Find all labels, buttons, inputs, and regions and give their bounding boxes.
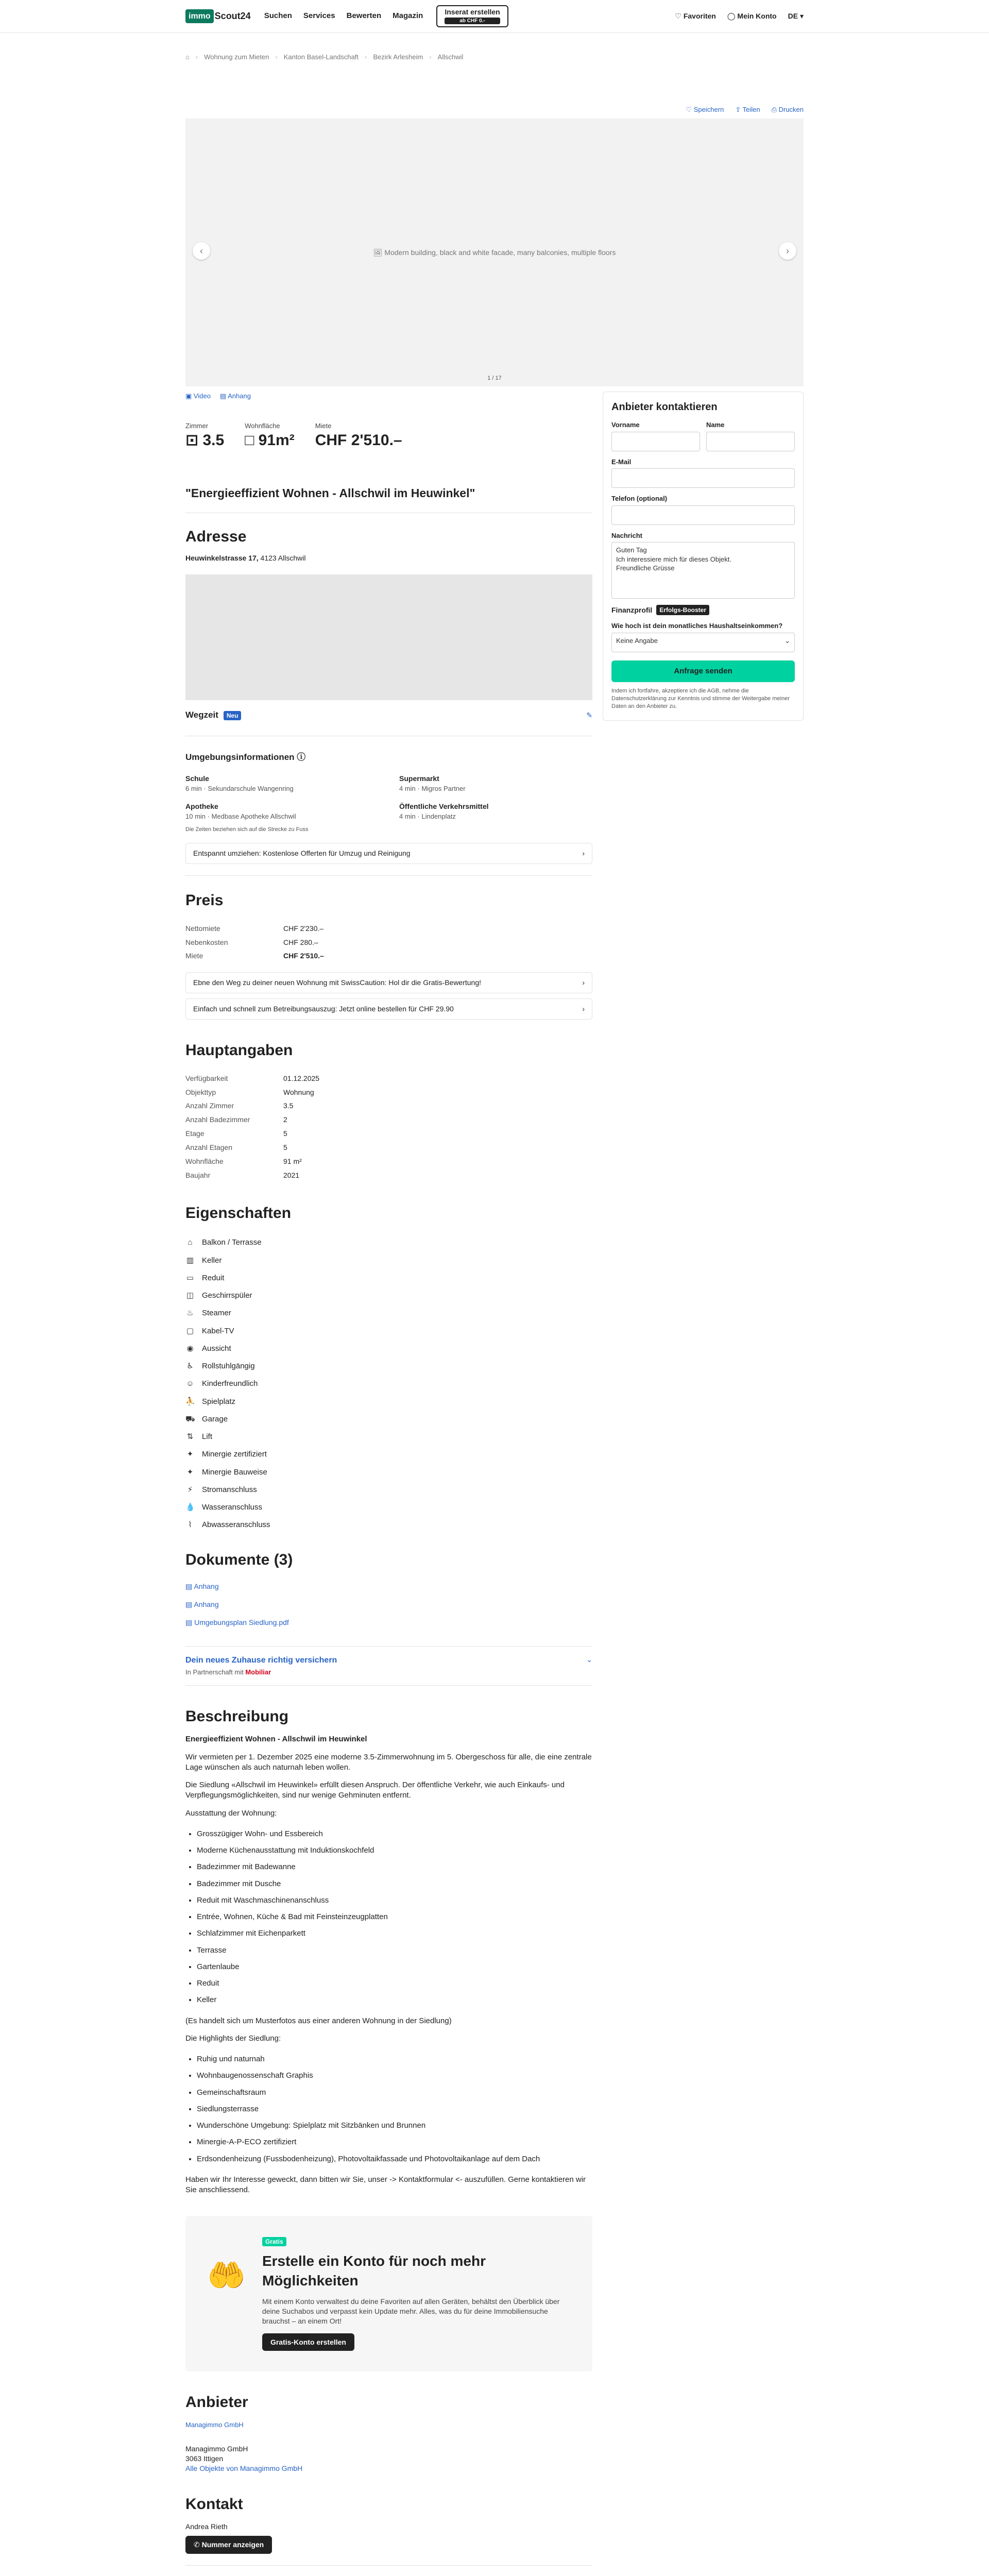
feature-icon: ⛹ (185, 1397, 195, 1406)
last-name-label: Name (706, 421, 725, 429)
description-title: Energieeffizient Wohnen - Allschwil im Heuwinkel (185, 1735, 367, 1744)
chevron-right-icon: › (582, 849, 585, 858)
provider-all-listings-link[interactable]: Alle Objekte von Managimmo GmbH (185, 2464, 303, 2472)
surrounding-detail: 4 min · Migros Partner (399, 784, 466, 792)
info-value: 3.5 (283, 1101, 294, 1110)
list-item: • Reduit (197, 1975, 592, 1992)
feature-label: Balkon / Terrasse (202, 1238, 262, 1247)
info-label: Anzahl Badezimmer (185, 1115, 250, 1124)
save-button[interactable] (686, 105, 724, 114)
breadcrumb-item[interactable]: Bezirk Arlesheim (373, 53, 423, 61)
feature-icon: ♿ (186, 1362, 194, 1371)
info-value: Wohnung (283, 1088, 314, 1096)
nav-item-magazine[interactable]: Magazin (393, 11, 423, 21)
feature-icon: 💧 (185, 1503, 195, 1512)
price-value: CHF 2'510.– (283, 952, 324, 960)
feature-label: Garage (202, 1414, 228, 1423)
submit-inquiry-button[interactable]: Anfrage senden (611, 660, 795, 682)
feature-label: Abwasseranschluss (202, 1520, 270, 1530)
media-links (185, 392, 592, 401)
list-item (185, 1269, 592, 1287)
description-paragraph: Die Highlights der Siedlung: (185, 2033, 281, 2043)
phone-label: Telefon (optional) (611, 495, 668, 503)
main-column (185, 392, 592, 2576)
main-info-table (185, 1072, 319, 1182)
route-title (185, 709, 241, 721)
surrounding-item (399, 802, 592, 821)
create-account-button[interactable]: Gratis-Konto erstellen (262, 2333, 354, 2351)
create-listing-label: Inserat erstellen (445, 8, 500, 16)
print-icon: ⎙ (771, 105, 779, 113)
table-row (185, 1155, 319, 1168)
surrounding-detail: 10 min · Medbase Apotheke Allschwil (185, 812, 296, 820)
list-item (185, 1446, 592, 1463)
surroundings-heading (185, 752, 592, 764)
nav-item-services[interactable]: Services (303, 11, 335, 21)
key-fact-area (245, 421, 295, 451)
show-number-button[interactable] (185, 2536, 272, 2554)
income-value: Keine Angabe (616, 636, 658, 645)
document-label: Anhang (194, 1600, 219, 1608)
provider-city: 3063 Ittigen (185, 2454, 224, 2463)
description-list (197, 2051, 592, 2167)
chevron-down-icon: ⌄ (785, 636, 790, 645)
feature-icon: ◫ (186, 1291, 194, 1300)
address-city: 4123 Allschwil (260, 554, 306, 563)
share-button[interactable] (735, 105, 760, 114)
table-row (185, 1086, 319, 1099)
account-label: Mein Konto (737, 12, 777, 21)
list-item (185, 1323, 592, 1340)
price-label: Nebenkosten (185, 938, 228, 946)
rooms-icon: ⊡ (185, 432, 203, 449)
arrow-right-icon[interactable]: › (779, 242, 796, 260)
header-right (675, 11, 804, 21)
table-row (185, 1127, 319, 1141)
email-input[interactable] (611, 468, 795, 488)
divider (185, 875, 592, 876)
info-label: Anzahl Zimmer (185, 1101, 234, 1110)
ref-label (185, 2574, 283, 2576)
address-heading: Adresse (185, 528, 247, 545)
insurance-title: Dein neues Zuhause richtig versichern (185, 1655, 337, 1665)
message-label: Nachricht (611, 531, 642, 539)
breadcrumb-item[interactable]: Allschwil (437, 53, 464, 61)
list-item: • Entrée, Wohnen, Küche & Bad mit Feinsteinzeugplatten (197, 1909, 592, 1925)
swisscaution-banner[interactable] (185, 972, 592, 993)
price-label: Nettomiete (185, 924, 220, 933)
list-item: • Badezimmer mit Badewanne (197, 1859, 592, 1875)
key-fact-value (245, 430, 295, 451)
info-label: Wohnfläche (185, 1157, 224, 1165)
attachment-label: Anhang (228, 392, 251, 400)
feature-icon: ⇅ (186, 1432, 194, 1442)
description-paragraph: Die Siedlung «Allschwil im Heuwinkel» erfüllt diesen Anspruch. Der öffentliche Verkehr, wie auch Einkaufs- und Verpflegungsmöglichkeiten, sind nur wenige Gehminuten entfernt. (185, 1781, 565, 1800)
feature-label: Wasseranschluss (202, 1503, 262, 1512)
description-paragraph: (Es handelt sich um Musterfotos aus einer anderen Wohnung in der Siedlung) (185, 2016, 452, 2025)
heart-icon: ♡ (675, 12, 684, 21)
insurance-sub: In Partnerschaft mit (185, 1668, 244, 1676)
finance-badge: Erfolgs-Booster (656, 605, 709, 615)
message-textarea[interactable]: Guten Tag Ich interessiere mich für dieses Objekt. Freundliche Grüsse (611, 542, 795, 599)
feature-label: Spielplatz (202, 1397, 236, 1406)
feature-icon: ⛟ (185, 1414, 195, 1423)
area-icon: □ (245, 432, 259, 449)
file-icon: ▤ (185, 1582, 194, 1591)
file-icon: ▤ (185, 1618, 195, 1626)
show-number-label: Nummer anzeigen (201, 2540, 264, 2549)
feature-label: Minergie Bauweise (202, 1467, 267, 1477)
feature-icon: ▥ (186, 1256, 194, 1265)
phone-icon: ✆ (194, 2540, 202, 2549)
debt-record-banner[interactable] (185, 998, 592, 1020)
list-item (185, 1411, 592, 1428)
document-label: Umgebungsplan Siedlung.pdf (194, 1618, 289, 1626)
share-icon: ⇪ (735, 105, 743, 113)
feature-label: Minergie zertifiziert (202, 1450, 267, 1459)
document-label: Anhang (194, 1582, 219, 1591)
favorites-label: Favoriten (683, 12, 716, 21)
first-name-label: Vorname (611, 421, 640, 429)
area-value: 91m² (258, 432, 295, 449)
chevron-down-icon: ▾ (798, 12, 804, 21)
phone-input[interactable] (611, 505, 795, 525)
list-item: • Grosszügiger Wohn- und Essbereich (197, 1826, 592, 1842)
document-link[interactable] (185, 1614, 592, 1632)
description-list (197, 1826, 592, 2009)
key-facts (185, 421, 592, 451)
price-value: CHF 2'230.– (283, 924, 324, 933)
email-label: E-Mail (611, 457, 632, 466)
table-row (185, 1099, 319, 1113)
first-name-field (611, 420, 700, 451)
print-button[interactable] (772, 105, 804, 114)
list-item (185, 1393, 592, 1411)
info-label: Objekttyp (185, 1088, 216, 1096)
legal-text: Indem ich fortfahre, akzeptiere ich die AGB, nehme die Datenschutzerklärung zur Kenntnis und stimme der Weitergabe meiner Daten an den Anbieter zu. (611, 687, 790, 709)
info-value: 2021 (283, 1171, 300, 1179)
share-label: Teilen (742, 105, 760, 113)
price-table (185, 922, 324, 963)
feature-icon: ⌂ (187, 1238, 193, 1247)
key-fact-value: CHF 2'510.– (315, 432, 402, 449)
list-item (185, 1340, 592, 1358)
gallery-image: Modern building, black and white facade, many balconies, multiple floors (384, 248, 616, 257)
breadcrumb-separator: › (195, 53, 198, 61)
table-row (185, 1168, 319, 1182)
gallery-counter: 1 / 17 (487, 375, 502, 382)
create-listing-button[interactable] (436, 5, 508, 27)
surroundings-heading-text: Umgebungsinformationen (185, 752, 295, 762)
surrounding-title: Öffentliche Verkehrsmittel (399, 802, 489, 810)
list-item (185, 1252, 592, 1269)
price-heading: Preis (185, 892, 224, 909)
contact-form (603, 392, 804, 721)
key-fact-label: Zimmer (185, 421, 209, 430)
info-label: Verfügbarkeit (185, 1074, 228, 1082)
table-row (185, 2574, 366, 2576)
key-fact-label: Miete (315, 421, 332, 430)
provider-logo: Managimmo GmbH (185, 2420, 244, 2429)
home-icon[interactable]: ⌂ (185, 53, 190, 61)
rooms-value: 3.5 (202, 432, 225, 449)
logo[interactable] (185, 9, 251, 24)
feature-icon: ✦ (186, 1450, 194, 1459)
breadcrumb (0, 33, 989, 62)
feature-icon: ☺ (186, 1379, 194, 1388)
list-item (185, 1375, 592, 1393)
list-item (185, 1428, 592, 1446)
info-label: Baujahr (185, 1171, 211, 1179)
save-label: Speichern (693, 105, 724, 113)
email-field (611, 457, 795, 488)
provider-name: Managimmo GmbH (185, 2444, 248, 2453)
feature-label: Aussicht (202, 1344, 231, 1353)
list-item: • Erdsondenheizung (Fussbodenheizung), Photovoltaikfassade und Photovoltaikanlage auf dem Dach (197, 2151, 592, 2167)
document-link[interactable] (185, 1578, 592, 1596)
create-account-content (262, 2236, 572, 2351)
description-heading: Beschreibung (185, 1707, 289, 1725)
surroundings-note: Die Zeiten beziehen sich auf die Strecke zu Fuss (185, 826, 309, 833)
address-line (185, 553, 592, 563)
list-item: • Ruhig und naturnah (197, 2051, 592, 2067)
surrounding-title: Supermarkt (399, 774, 439, 783)
debt-record-banner-text: Einfach und schnell zum Betreibungsauszug: Jetzt online bestellen für CHF 29.90 (193, 1005, 454, 1013)
info-label: Etage (185, 1129, 204, 1138)
table-row (185, 1141, 319, 1155)
free-badge: Gratis (262, 2237, 286, 2246)
feature-icon: ⚡ (187, 1485, 193, 1494)
nav-item-rate[interactable]: Bewerten (346, 11, 382, 21)
message-field (611, 531, 795, 599)
documents-heading: Dokumente (3) (185, 1551, 293, 1568)
info-value: 5 (283, 1129, 287, 1138)
swisscaution-banner-text: Ebne den Weg zu deiner neuen Wohnung mit SwissCaution: Hol dir die Gratis-Bewertung! (193, 978, 482, 987)
listing-title: "Energieeffizient Wohnen - Allschwil im Heuwinkel" (185, 486, 475, 500)
insurance-partner (185, 1668, 337, 1677)
description-paragraph: Wir vermieten per 1. Dezember 2025 eine moderne 3.5-Zimmerwohnung im 5. Obergeschoss für alle, die eine zentrale Lage wünschen als auch naturnah leben wollen. (185, 1752, 592, 1772)
price-value: CHF 280.– (283, 938, 318, 946)
route-label: Wegzeit (185, 710, 218, 720)
finance-label: Finanzprofil (611, 605, 653, 614)
surrounding-detail: 6 min · Sekundarschule Wangenring (185, 784, 294, 792)
map[interactable] (185, 574, 592, 700)
address-street: Heuwinkelstrasse 17, (185, 554, 259, 563)
feature-label: Stromanschluss (202, 1485, 257, 1494)
list-item: • Siedlungsterrasse (197, 2101, 592, 2117)
info-value: 2 (283, 1115, 287, 1124)
file-icon: ▤ (185, 1600, 194, 1608)
language-select[interactable] (788, 11, 804, 21)
route-row (185, 709, 592, 721)
breadcrumb-item[interactable]: Kanton Basel-Landschaft (283, 53, 359, 61)
hands-heart-icon: 🤲 (207, 2258, 246, 2293)
list-item (185, 1358, 592, 1375)
divider (185, 2565, 592, 2566)
key-fact-rent (315, 421, 402, 451)
description-paragraph: Ausstattung der Wohnung: (185, 1808, 277, 1818)
table-row (185, 1072, 319, 1086)
surrounding-detail: 4 min · Lindenplatz (399, 812, 456, 820)
info-value: 91 m² (283, 1157, 302, 1165)
surroundings-grid (185, 774, 592, 821)
income-field (611, 621, 795, 652)
mobiliar-logo: Mobiliar (245, 1668, 271, 1676)
feature-label: Rollstuhlgängig (202, 1362, 255, 1371)
ref-value (283, 2574, 366, 2576)
feature-label: Kabel-TV (202, 1326, 234, 1335)
chevron-down-icon: ⌄ (586, 1655, 592, 1664)
income-select[interactable] (611, 633, 795, 652)
list-item (185, 1304, 592, 1322)
table-row (185, 922, 324, 936)
sidebar (603, 392, 804, 721)
contact-heading: Kontakt (185, 2495, 243, 2513)
list-item: • Wohnbaugenossenschaft Graphis (197, 2067, 592, 2084)
gallery-image-icon: 🖼 (373, 248, 385, 257)
feature-icon: ▭ (186, 1273, 194, 1282)
key-fact-label: Wohnfläche (245, 421, 280, 430)
main-info-heading: Hauptangaben (185, 1042, 293, 1059)
table-row (185, 1113, 319, 1127)
info-value: 01.12.2025 (283, 1074, 320, 1082)
list-item: • Wunderschöne Umgebung: Spielplatz mit Sitzbänken und Brunnen (197, 2117, 592, 2134)
attachment-icon: ▤ (219, 392, 228, 400)
moving-banner[interactable] (185, 843, 592, 864)
documents-list (185, 1578, 592, 1632)
route-new-badge: Neu (224, 711, 242, 720)
surrounding-item (185, 802, 379, 821)
insurance-collapse[interactable] (185, 1646, 592, 1686)
key-fact-value (185, 430, 224, 451)
chevron-right-icon: › (582, 1005, 585, 1013)
surrounding-title: Schule (185, 774, 209, 783)
create-listing-badge: ab CHF 0.- (445, 18, 500, 24)
list-item (185, 1464, 592, 1481)
favorites-link[interactable] (675, 11, 715, 21)
surrounding-item (185, 774, 379, 793)
insurance-text (185, 1655, 337, 1677)
feature-label: Steamer (202, 1309, 231, 1318)
key-fact-rooms (185, 421, 224, 451)
list-item (185, 1481, 592, 1499)
finance-profile (611, 605, 795, 615)
video-icon: ▣ (185, 392, 194, 400)
arrow-left-icon[interactable]: ‹ (193, 242, 210, 260)
surrounding-title: Apotheke (185, 802, 218, 810)
info-icon[interactable]: ⓘ (297, 752, 306, 762)
feature-label: Lift (202, 1432, 213, 1442)
feature-icon: ♨ (186, 1309, 194, 1318)
table-row (185, 936, 324, 950)
feature-label: Kinderfreundlich (202, 1379, 258, 1388)
top-header (0, 0, 989, 33)
list-item: • Reduit mit Waschmaschinenanschluss (197, 1892, 592, 1909)
price-label: Miete (185, 952, 203, 960)
info-value: 5 (283, 1143, 287, 1152)
chevron-right-icon: › (582, 978, 585, 987)
breadcrumb-item[interactable]: Wohnung zum Mieten (204, 53, 269, 61)
list-item (185, 1516, 592, 1534)
list-item (185, 1287, 592, 1304)
table-row (185, 949, 324, 963)
document-link[interactable] (185, 1596, 592, 1614)
list-item: • Terrasse (197, 1942, 592, 1959)
listing-actions (0, 62, 989, 114)
logo-text: Scout24 (214, 11, 251, 22)
list-item: • Schlafzimmer mit Eichenparkett (197, 1925, 592, 1942)
image-gallery[interactable] (185, 118, 804, 386)
heart-icon: ♡ (686, 105, 694, 113)
create-account-text: Mit einem Konto verwaltest du deine Favoriten auf allen Geräten, behältst den Überblick über deine Suchabos und verpasst kein Update mehr. Alles, was du für deine Immobiliensuche brauchst – an einem Ort! (262, 2297, 560, 2325)
list-item: • Gemeinschaftsraum (197, 2084, 592, 2101)
list-item: • Moderne Küchenausstattung mit Induktionskochfeld (197, 1842, 592, 1859)
provider-heading: Anbieter (185, 2394, 248, 2411)
income-label: Wie hoch ist dein monatliches Haushaltseinkommen? (611, 622, 783, 630)
listing-ref-table (185, 2574, 366, 2576)
list-item: • Gartenlaube (197, 1959, 592, 1975)
list-item: • Keller (197, 1992, 592, 2008)
feature-icon: ⌇ (188, 1520, 192, 1530)
description-paragraph: Haben wir Ihr Interesse geweckt, dann bitten wir Sie, unser -> Kontaktformular <- auszufüllen. Gerne kontaktieren wir Sie anschliessend. (185, 2175, 586, 2195)
features-heading: Eigenschaften (185, 1204, 292, 1222)
create-account-box (185, 2216, 592, 2371)
list-item (185, 1234, 592, 1251)
video-label: Video (193, 392, 211, 400)
surrounding-item (399, 774, 592, 793)
feature-label: Reduit (202, 1273, 225, 1282)
description (185, 1706, 592, 2196)
last-name-field (706, 420, 795, 451)
last-name-input[interactable] (706, 432, 795, 451)
first-name-input[interactable] (611, 432, 700, 451)
create-account-title: Erstelle ein Konto für noch mehr Möglichkeiten (262, 2253, 486, 2289)
video-link[interactable] (185, 392, 211, 401)
language-label: DE (788, 12, 798, 21)
feature-icon: ▢ (186, 1326, 194, 1335)
moving-banner-text: Entspannt umziehen: Kostenlose Offerten für Umzug und Reinigung (193, 849, 411, 858)
breadcrumb-separator: › (429, 53, 432, 61)
print-label: Drucken (778, 105, 804, 113)
edit-icon[interactable]: ✎ (586, 711, 592, 720)
feature-icon: ✦ (186, 1467, 194, 1477)
account-link[interactable] (727, 11, 777, 21)
breadcrumb-separator: › (275, 53, 278, 61)
nav-item-search[interactable]: Suchen (264, 11, 292, 21)
contact-form-heading: Anbieter kontaktieren (611, 401, 718, 413)
attachment-link[interactable] (220, 392, 251, 401)
info-label: Anzahl Etagen (185, 1143, 233, 1152)
main-nav (264, 11, 423, 21)
logo-mark: immo (185, 9, 214, 24)
list-item: • Badezimmer mit Dusche (197, 1876, 592, 1892)
breadcrumb-separator: › (365, 53, 367, 61)
feature-icon: ◉ (186, 1344, 194, 1353)
name-row (611, 414, 795, 451)
phone-field (611, 494, 795, 525)
feature-label: Geschirrspüler (202, 1291, 252, 1300)
list-item (185, 1499, 592, 1516)
features-list (185, 1234, 592, 1534)
user-icon: ◯ (727, 12, 738, 21)
contact-name: Andrea Rieth (185, 2522, 228, 2531)
feature-label: Keller (202, 1256, 222, 1265)
list-item: • Minergie-A-P-ECO zertifiziert (197, 2134, 592, 2150)
